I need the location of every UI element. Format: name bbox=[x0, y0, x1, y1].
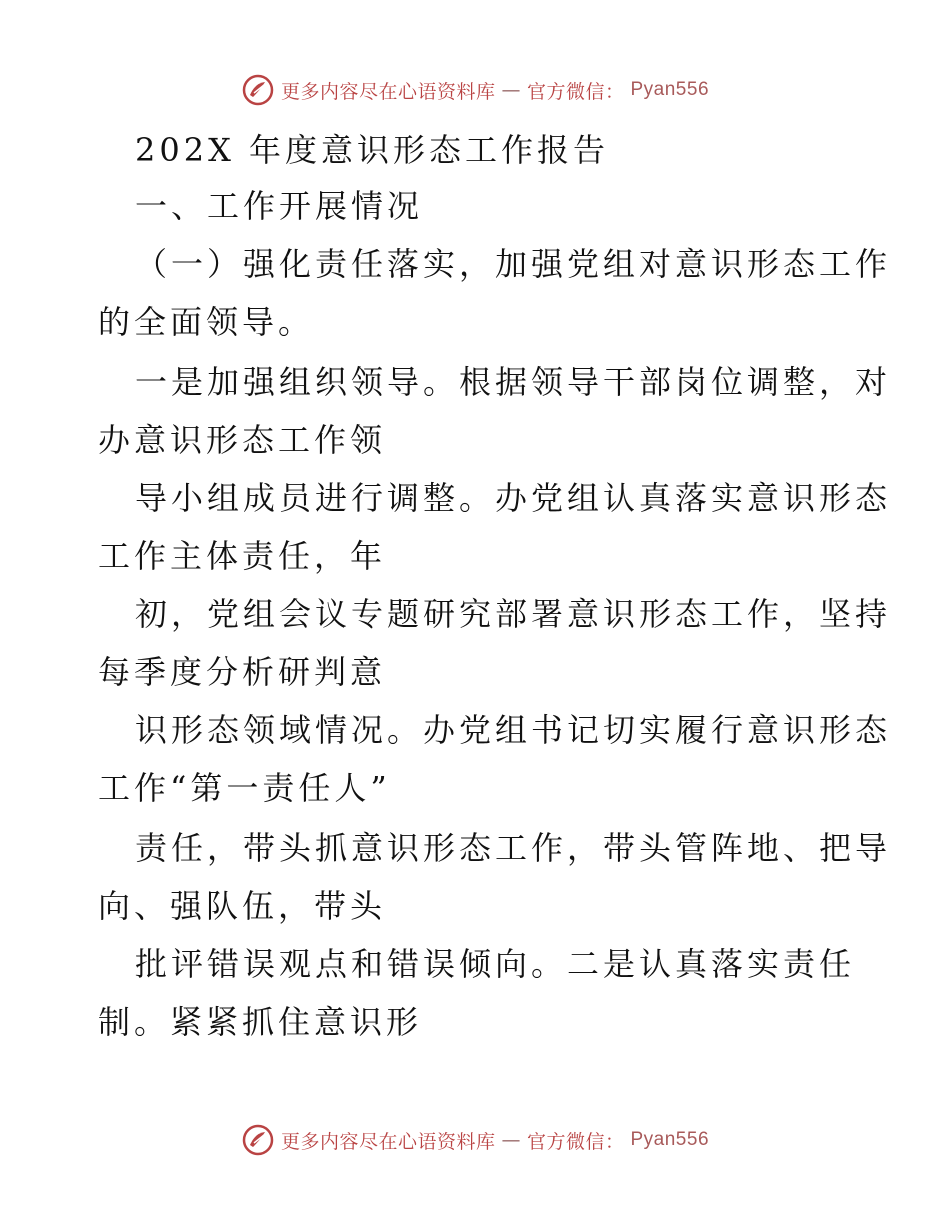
document-title: 202X 年度意识形态工作报告 bbox=[135, 131, 610, 169]
body-line: 的全面领导。 bbox=[98, 303, 315, 341]
body-line: 导小组成员进行调整。办党组认真落实意识形态 bbox=[135, 479, 892, 517]
body-line: 向、强队伍，带头 bbox=[98, 887, 387, 925]
section-heading: 一、工作开展情况 bbox=[135, 187, 424, 225]
body-line: 制。紧紧抓住意识形 bbox=[98, 1003, 423, 1041]
body-line: 办意识形态工作领 bbox=[98, 421, 387, 459]
body-line: 批评错误观点和错误倾向。二是认真落实责任 bbox=[135, 945, 856, 983]
body-line: 责任，带头抓意识形态工作，带头管阵地、把导 bbox=[135, 829, 892, 867]
watermark-footer bbox=[0, 1120, 950, 1160]
body-line: 工作“第一责任人” bbox=[98, 769, 391, 807]
body-line: 初，党组会议专题研究部署意识形态工作，坚持 bbox=[135, 595, 892, 633]
watermark-official: 官方微信： bbox=[526, 1130, 625, 1153]
subsection-heading: （一）强化责任落实，加强党组对意识形态工作 bbox=[135, 245, 892, 283]
watermark-official: 官方微信： bbox=[526, 80, 625, 103]
brand-logo-icon bbox=[241, 1123, 275, 1157]
watermark-dash: — bbox=[501, 1129, 521, 1151]
watermark-header bbox=[0, 70, 950, 110]
watermark-dash: — bbox=[501, 79, 521, 101]
brand-logo-icon bbox=[241, 73, 275, 107]
body-line: 识形态领域情况。办党组书记切实履行意识形态 bbox=[135, 711, 892, 749]
body-line: 每季度分析研判意 bbox=[98, 653, 387, 691]
watermark-brand: 更多内容尽在心语资料库 bbox=[280, 1130, 496, 1153]
watermark-wechat-id: Pyan556 bbox=[630, 1129, 710, 1150]
watermark-wechat-id: Pyan556 bbox=[630, 79, 710, 100]
body-line: 工作主体责任，年 bbox=[98, 537, 387, 575]
watermark-brand: 更多内容尽在心语资料库 bbox=[280, 80, 496, 103]
body-line: 一是加强组织领导。根据领导干部岗位调整，对 bbox=[135, 363, 892, 401]
